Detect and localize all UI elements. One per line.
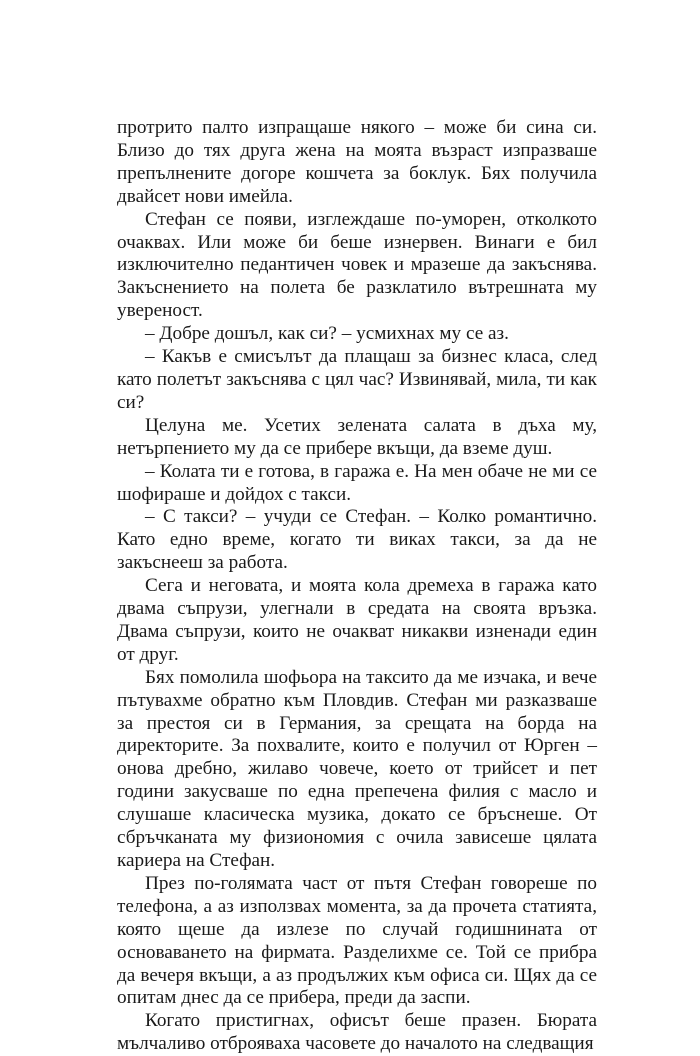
paragraph-2: Стефан се появи, изглеждаше по-уморен, отколкото очаквах. Или може би беше изнервен. Винаги е бил изключително педантичен човек и мразеше да закъснява. Закъснението на полета бе разклатило вътрешната му увереност. bbox=[117, 208, 597, 322]
paragraph-5: Целуна ме. Усетих зелената салата в дъха му, нетърпението му да се прибере вкъщи, да вземе душ. bbox=[117, 414, 597, 459]
paragraph-3: – Добре дошъл, как си? – усмихнах му се аз. bbox=[145, 323, 509, 345]
book-page-text bbox=[117, 117, 597, 1056]
paragraph-11: Когато пристигнах, офисът беше празен. Бюрата мълчаливо отброяваха часовете до началото на следващия bbox=[117, 1010, 597, 1055]
paragraph-7: – С такси? – учуди се Стефан. – Колко романтично. Като едно време, когато ти виках такси, за да не закъснееш за работа. bbox=[117, 506, 597, 574]
paragraph-4: – Какъв е смисълът да плащаш за бизнес класа, след като полетът закъснява с цял час? Извинявай, мила, ти как си? bbox=[117, 346, 597, 413]
paragraph-8: Сега и неговата, и моята кола дремеха в гаража като двама съпрузи, улегнали в средата на своята връзка. Двама съпрузи, които не очакват никакви изненади един от друг. bbox=[117, 575, 597, 665]
paragraph-9: Бях помолила шофьора на таксито да ме изчака, и вече пътувахме обратно към Пловдив. Стефан ми разказваше за престоя си в Германия, за срещата на борда на директорите. За похвалите, които е получил от Юрген – онова дребно, жилаво човече, което от трийсет и пет години закусваше по една препечена филия с масло и слушаше класическа музика, докато се бръснеше. От сбръчканата му физиономия с очила зависеше цялата кариера на Стефан. bbox=[117, 666, 597, 871]
paragraph-10: През по-голямата част от пътя Стефан говореше по телефона, а аз използвах момента, за да прочета статията, която щеше да излезе по случай годишнината от основаването на фирмата. Разделихме се. Той се прибра да вечеря вкъщи, а аз продължих към офиса си. Щях да се опитам днес да се прибера, преди да заспи. bbox=[117, 872, 597, 1009]
paragraph-1: протрито палто изпращаше някого – може би сина си. Близо до тях друга жена на моята възраст изпразваше препълнените догоре кошчета за боклук. Бях получила двайсет нови имейла. bbox=[117, 117, 597, 207]
paragraph-6: – Колата ти е готова, в гаража е. На мен обаче не ми се шофираше и дойдох с такси. bbox=[117, 460, 597, 505]
